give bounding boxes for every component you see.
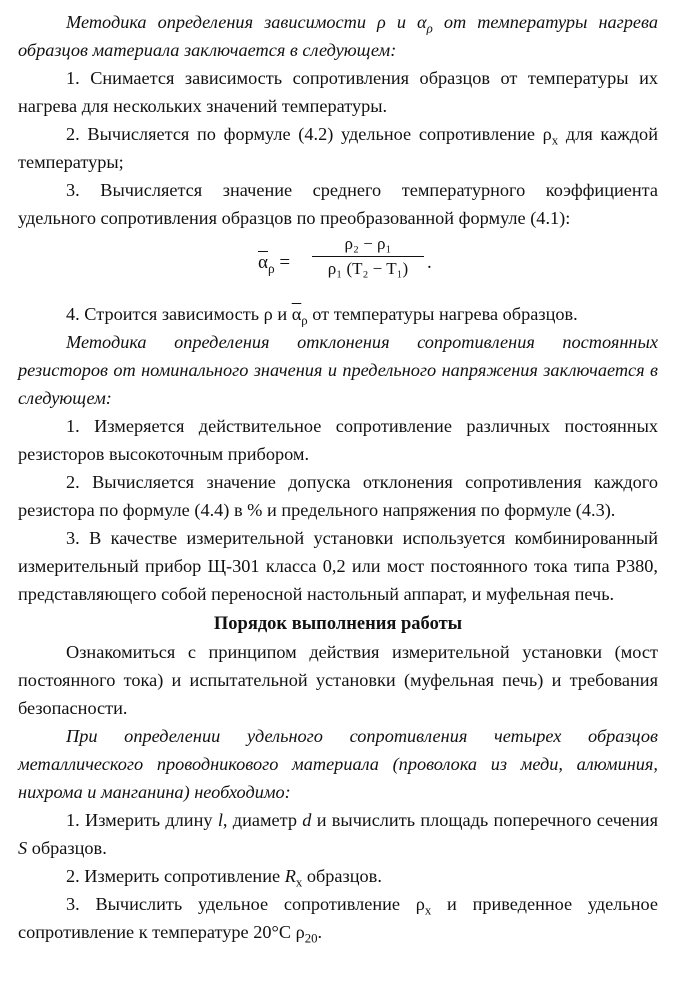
var-r-subscript: x xyxy=(295,875,303,890)
method-step-3: 3. В качестве измерительной установки используется комбинированный измерительный прибор Щ-301 класса 0,2 или мост постоянного тока типа Р380, представляющего собой переносной настольный аппарат, и муфельная печь. xyxy=(18,528,658,604)
var-r: R xyxy=(284,866,296,886)
intro1-tail: от температуры нагрева образцов материала заключается в следующем: xyxy=(18,12,658,60)
step2-subscript: x xyxy=(551,133,559,148)
method-step-1: 1. Измеряется действительное сопротивление различных постоянных резисторов высокоточным прибором. xyxy=(18,416,658,464)
formula-denominator: ρ₁ (T₂ − T₁) xyxy=(327,259,409,278)
step-2 xyxy=(18,120,658,176)
step-4 xyxy=(18,300,658,328)
procedure-step-3 xyxy=(18,890,658,946)
var-s: S xyxy=(18,838,28,858)
intro1-text: Методика определения зависимости ρ и α xyxy=(66,12,427,32)
procedure-step-2 xyxy=(18,862,658,890)
s1-a: 1. Измерить длину xyxy=(66,810,213,830)
step-3: 3. Вычисляется значение среднего температурного коэффициента удельного сопротивления образцов по преобразованной формуле (4.1): xyxy=(18,180,658,228)
formula-period: . xyxy=(427,252,432,273)
step2-pre: 2. Вычисляется по формуле (4.2) удельное сопротивление ρ xyxy=(66,124,552,144)
alpha-subscript: ρ xyxy=(426,21,433,36)
s1-e: образцов. xyxy=(31,838,107,858)
var-l: l xyxy=(217,810,223,830)
s3-subscript-20: 20 xyxy=(304,931,318,946)
s2-a: 2. Измерить сопротивление xyxy=(66,866,281,886)
s3-a: 3. Вычислить удельное сопротивление ρ xyxy=(66,894,425,914)
alpha-formula xyxy=(18,234,658,296)
step2-post: для каждой температуры; xyxy=(18,124,658,172)
intro-paragraph-1 xyxy=(18,8,658,64)
formula-numerator: ρ₂ − ρ₁ xyxy=(312,234,424,257)
formula-lhs xyxy=(258,252,290,274)
method-step-2: 2. Вычисляется значение допуска отклонения сопротивления каждого резистора по формуле (4.4) в % и предельного напряжения по формуле (4.3). xyxy=(18,472,658,520)
s2-b: образцов. xyxy=(306,866,382,886)
step4-alpha: $\overline{\alpha}$ xyxy=(291,304,302,324)
formula-equals: = xyxy=(279,252,291,273)
s3-subscript: x xyxy=(424,903,432,918)
step4-pre: 4. Строится зависимость ρ и xyxy=(66,304,288,324)
step4-post: от температуры нагрева образцов. xyxy=(312,304,578,324)
formula-fraction xyxy=(312,234,424,279)
section-heading: Порядок выполнения работы xyxy=(213,614,463,634)
procedure-step-1 xyxy=(18,806,658,862)
procedure-paragraph: Ознакомиться с принципом действия измерительной установки (мост постоянного тока) и испытательной установки (муфельная печь) и требования безопасности. xyxy=(18,642,658,718)
formula-alpha-subscript: ρ xyxy=(267,260,275,276)
s3-period: . xyxy=(317,922,323,942)
step-1: 1. Снимается зависимость сопротивления образцов от температуры их нагрева для нескольких значений температуры. xyxy=(18,68,658,116)
formula-alpha: $\overline{\alpha}$ xyxy=(258,252,268,273)
step4-subscript: ρ xyxy=(301,313,308,328)
var-d: d xyxy=(302,810,312,830)
s1-c: и вычислить площадь поперечного сечения xyxy=(316,810,658,830)
intro-paragraph-3: При определении удельного сопротивления четырех образцов металлического проводникового материала (проволока из меди, алюминия, нихрома и манганина) необходимо: xyxy=(18,726,658,802)
s3-b: и приведенное удельное сопротивление к температуре 20°С ρ xyxy=(18,894,659,942)
s1-b: , диаметр xyxy=(222,810,297,830)
intro-paragraph-2: Методика определения отклонения сопротивления постоянных резисторов от номинального значения и предельного напряжения заключается в следующем: xyxy=(18,332,658,408)
